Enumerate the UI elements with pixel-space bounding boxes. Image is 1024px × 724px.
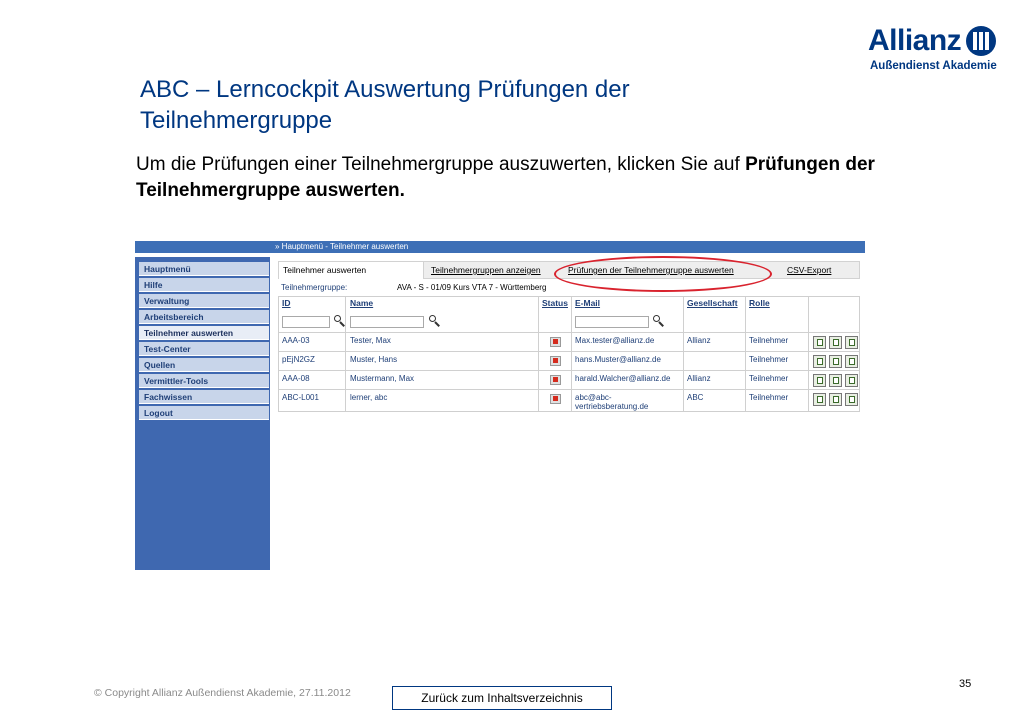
menu-item-logout[interactable]: Logout [139, 406, 269, 420]
page-number: 35 [959, 678, 972, 690]
allianz-eagle-icon [966, 26, 996, 56]
menu-item-quellen[interactable]: Quellen [139, 358, 269, 372]
view-report-icon[interactable] [813, 355, 826, 368]
cell-name: lerner, abc [350, 393, 388, 402]
menu-item-test-center[interactable]: Test-Center [139, 342, 269, 356]
cell-role: Teilnehmer [749, 374, 789, 383]
export-record-icon[interactable] [845, 393, 858, 406]
status-icon[interactable] [550, 375, 561, 385]
cell-company: Allianz [687, 336, 711, 345]
header-role[interactable]: Rolle [749, 298, 770, 308]
edit-record-icon[interactable] [829, 393, 842, 406]
cell-name: Tester, Max [350, 336, 391, 345]
cell-name: Mustermann, Max [350, 374, 415, 383]
breadcrumb-bar: » Hauptmenü - Teilnehmer auswerten [135, 241, 865, 253]
edit-record-icon[interactable] [829, 336, 842, 349]
menu-item-vermittler-tools[interactable]: Vermittler-Tools [139, 374, 269, 388]
header-email[interactable]: E-Mail [575, 298, 601, 308]
view-report-icon[interactable] [813, 374, 826, 387]
back-to-contents-button[interactable]: Zurück zum Inhaltsverzeichnis [392, 686, 612, 710]
logo-subtitle: Außendienst Akademie [870, 60, 997, 72]
search-email-icon[interactable] [652, 314, 666, 328]
cell-role: Teilnehmer [749, 393, 789, 402]
cell-id: ABC-L001 [282, 393, 319, 402]
allianz-logo [868, 24, 1000, 76]
logo-wordmark: Allianz [868, 24, 962, 57]
app-screenshot [135, 241, 865, 571]
export-record-icon[interactable] [845, 374, 858, 387]
tab-pruefungen-auswerten[interactable]: Prüfungen der Teilnehmergruppe auswerten [568, 265, 734, 275]
copyright-text: © Copyright Allianz Außendienst Akademie, 27.11.2012 [94, 687, 351, 699]
export-record-icon[interactable] [845, 355, 858, 368]
cell-email: abc@abc- [575, 393, 612, 402]
table-row[interactable] [279, 370, 859, 388]
status-icon[interactable] [550, 337, 561, 347]
cell-role: Teilnehmer [749, 336, 789, 345]
search-id-icon[interactable] [333, 314, 347, 328]
tab-csv-export[interactable]: CSV-Export [787, 265, 832, 275]
cell-id: AAA-08 [282, 374, 310, 383]
menu-item-arbeitsbereich[interactable]: Arbeitsbereich [139, 310, 269, 324]
header-status[interactable]: Status [542, 298, 568, 308]
participants-table [278, 296, 860, 412]
view-report-icon[interactable] [813, 336, 826, 349]
menu-item-hauptmenue[interactable]: Hauptmenü [139, 262, 269, 276]
cell-email: Max.tester@allianz.de [575, 336, 655, 345]
header-company[interactable]: Gesellschaft [687, 298, 738, 308]
edit-record-icon[interactable] [829, 374, 842, 387]
cell-role: Teilnehmer [749, 355, 789, 364]
table-row[interactable] [279, 351, 859, 369]
intro-bold: Prüfungen der Teilnehmergruppe auswerten. [136, 154, 875, 201]
table-row[interactable] [279, 389, 859, 411]
tab-teilnehmergruppen-anzeigen[interactable]: Teilnehmergruppen anzeigen [431, 265, 541, 275]
highlight-ellipse [554, 256, 772, 292]
cell-id: pEjN2GZ [282, 355, 315, 364]
group-label: Teilnehmergruppe: [281, 283, 348, 292]
tab-teilnehmer-auswerten[interactable]: Teilnehmer auswerten [279, 262, 424, 279]
search-name-icon[interactable] [428, 314, 442, 328]
cell-email: harald.Walcher@allianz.de [575, 374, 671, 383]
filter-id-input[interactable] [282, 316, 330, 328]
table-row[interactable] [279, 332, 859, 350]
slide-title: ABC – Lerncockpit Auswertung Prüfungen der Teilnehmergruppe [140, 76, 630, 134]
intro-regular: Um die Prüfungen einer Teilnehmergruppe auszuwerten, klicken Sie auf [136, 154, 746, 175]
cell-name: Muster, Hans [350, 355, 398, 364]
menu-item-teilnehmer-auswerten[interactable]: Teilnehmer auswerten [139, 326, 269, 340]
menu-item-verwaltung[interactable]: Verwaltung [139, 294, 269, 308]
view-report-icon[interactable] [813, 393, 826, 406]
filter-name-input[interactable] [350, 316, 424, 328]
status-icon[interactable] [550, 394, 561, 404]
header-name[interactable]: Name [350, 298, 374, 308]
intro-text [136, 152, 966, 204]
cell-company: Allianz [687, 374, 711, 383]
edit-record-icon[interactable] [829, 355, 842, 368]
filter-email-input[interactable] [575, 316, 649, 328]
status-icon[interactable] [550, 356, 561, 366]
menu-item-fachwissen[interactable]: Fachwissen [139, 390, 269, 404]
cell-company: ABC [687, 393, 704, 402]
header-id[interactable]: ID [282, 298, 291, 308]
menu-item-hilfe[interactable]: Hilfe [139, 278, 269, 292]
export-record-icon[interactable] [845, 336, 858, 349]
cell-id: AAA-03 [282, 336, 310, 345]
cell-email-continued: vertriebsberatung.de [575, 402, 649, 411]
group-value: AVA - S - 01/09 Kurs VTA 7 - Württemberg [397, 283, 547, 292]
cell-email: hans.Muster@allianz.de [575, 355, 661, 364]
